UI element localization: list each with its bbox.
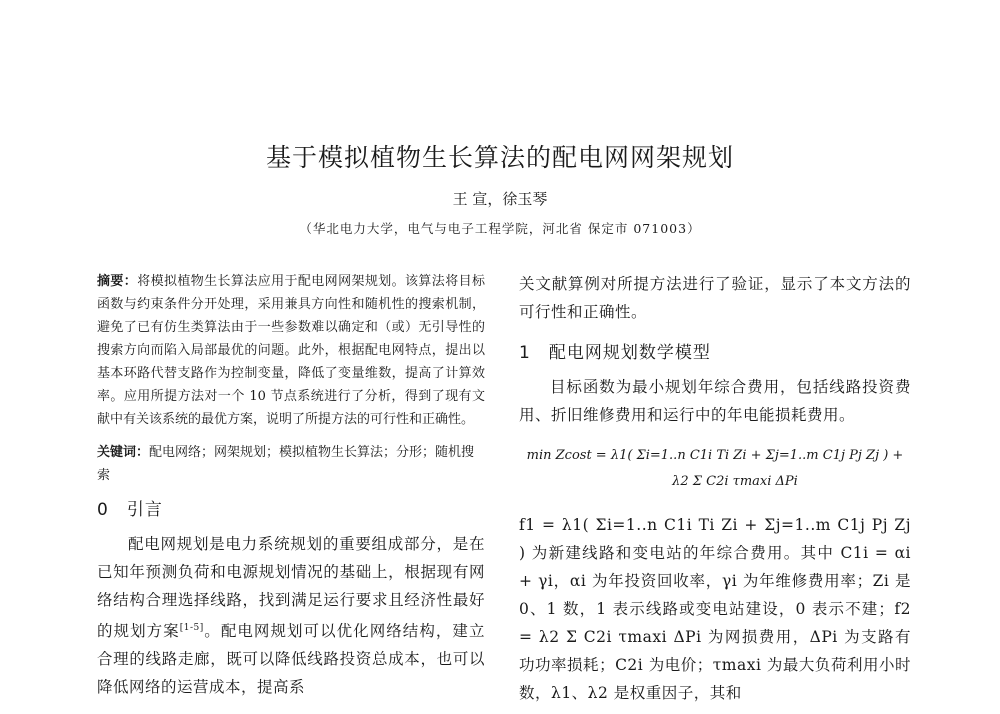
equation-line-1: min Zcost = λ1( Σi=1..n C1i Ti Zi + Σj=1..m C1j Pj Zj ) + <box>526 448 904 463</box>
section-number: 1 <box>519 343 531 363</box>
equation-line-2: λ2 Σ C2i τmaxi ΔPi <box>672 474 798 489</box>
abstract-label: 摘要： <box>97 274 138 289</box>
keywords-text: 配电网络；网架规划；模拟植物生长算法；分形；随机搜索 <box>97 445 475 483</box>
section-heading-0 <box>97 495 485 520</box>
abstract-text: 将模拟植物生长算法应用于配电网网架规划。该算法将目标函数与约束条件分开处理，采用兼具方向性和随机性的搜索机制，避免了已有仿生类算法由于一些参数难以确定和（或）无引导性的搜索方向而陷入局部最优的问题。此外，根据配电网特点，提出以基本环路代替支路作为控制变量，降低了变量维数，提高了计算效率。应用所提方法对一个 10 节点系统进行了分析，得到了现有文献中有关该系统的最优方案，说明了所提方法的可行性和正确性。 <box>97 274 485 427</box>
section-number: 0 <box>97 500 109 520</box>
right-column <box>519 270 911 707</box>
keywords <box>97 441 485 487</box>
definition-paragraph: f1 = λ1( Σi=1..n C1i Ti Zi + Σj=1..m C1j Pj Zj ) 为新建线路和变电站的年综合费用。其中 C1i = αi + γi，αi 为年投资回收率，γi 为年维修费用率；Zi 是 0、1 数，1 表示线路或变电站建设，0 表示不建；f2 = λ2 Σ C2i τmaxi ΔPi 为网损费用，ΔPi 为支路有功功率损耗；C2i 为电价；τmaxi 为最大负荷利用小时数，λ1、λ2 是权重因子，其和 <box>519 516 911 702</box>
citation-ref: [1-5] <box>179 623 204 633</box>
intro-text-a: 配电网规划是电力系统规划的重要组成部分，是在已知年预测负荷和电源规划情况的基础上，根据现有网络结构合理选择线路，找到满足运行要求且经济性最好的规划方案 <box>97 535 485 641</box>
keywords-label: 关键词： <box>97 445 150 460</box>
left-column <box>97 270 485 701</box>
affiliation: （华北电力大学，电气与电子工程学院，河北省 保定市 071003） <box>299 221 701 236</box>
authors: 王 宣，徐玉琴 <box>452 190 548 208</box>
objective-equation <box>519 443 911 495</box>
section-heading-1 <box>519 338 911 363</box>
paper-title: 基于模拟植物生长算法的配电网网架规划 <box>265 143 734 172</box>
section-title: 配电网规划数学模型 <box>548 343 711 363</box>
intro-paragraph <box>97 530 485 701</box>
section-title: 引言 <box>126 500 163 520</box>
abstract <box>97 270 485 431</box>
intro-text-b: 。配电网规划可以优化网络结构，建立合理的线路走廊，既可以降低线路投资总成本，也可以降低网络的运营成本，提高系 <box>97 622 485 697</box>
objective-paragraph: 目标函数为最小规划年综合费用，包括线路投资费用、折旧维修费用和运行中的年电能损耗费用。 <box>519 378 911 424</box>
continued-paragraph: 关文献算例对所提方法进行了验证，显示了本文方法的可行性和正确性。 <box>519 275 911 321</box>
